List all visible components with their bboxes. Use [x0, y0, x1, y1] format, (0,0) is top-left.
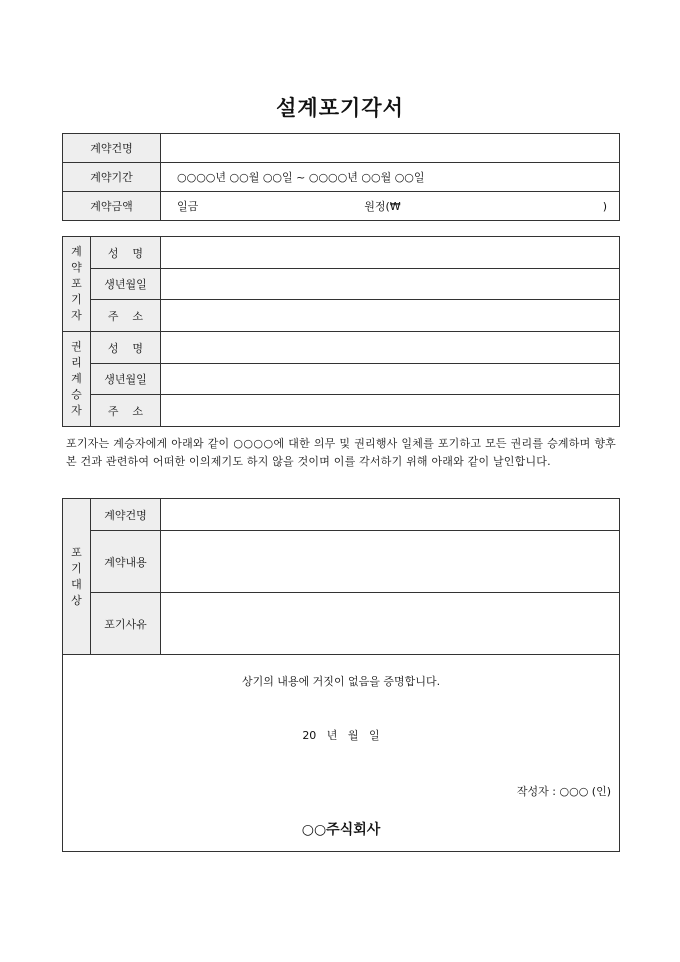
abandoner-birth-label: 생년월일 — [91, 269, 161, 300]
amount-close: ) — [602, 199, 607, 213]
amount-prefix: 일금 — [177, 200, 199, 213]
contract-period-label: 계약기간 — [63, 163, 161, 192]
successor-birth-label: 생년월일 — [91, 364, 161, 395]
contract-name-label: 계약건명 — [63, 134, 161, 163]
abandoner-address-field[interactable] — [161, 300, 620, 332]
abandoner-name-field[interactable] — [161, 237, 620, 269]
abandoner-address-label: 주 소 — [91, 300, 161, 332]
abandoner-birth-field[interactable] — [161, 269, 620, 300]
successor-address-label: 주 소 — [91, 395, 161, 427]
author-line: 작성자 : ○○○ (인) — [516, 785, 611, 798]
abandoner-group-label: 계 약 포 기 자 — [63, 237, 91, 332]
amount-suffix: 원정(₩ — [364, 200, 401, 213]
target-content-field[interactable] — [161, 531, 620, 593]
abandoner-name-label: 성 명 — [91, 237, 161, 269]
successor-name-field[interactable] — [161, 332, 620, 364]
certification-box — [63, 655, 620, 852]
statement-paragraph: 포기자는 계승자에게 아래와 같이 ○○○○에 대한 의무 및 권리행사 일체를 포기하고 모든 권리를 승계하며 향후 본 건과 관련하여 어떠한 이의제기도 하지 않을 것이며 이를 각서하기 위해 아래와 같이 날인합니다. — [66, 437, 616, 468]
parties-table — [62, 236, 620, 427]
target-name-field[interactable] — [161, 499, 620, 531]
successor-group-label: 권 리 계 승 자 — [63, 332, 91, 427]
contract-name-field[interactable] — [161, 134, 620, 163]
contract-info-table — [62, 133, 620, 221]
target-group-label: 포 기 대 상 — [63, 499, 91, 655]
contract-amount-label: 계약금액 — [63, 192, 161, 221]
target-name-label: 계약건명 — [91, 499, 161, 531]
target-reason-label: 포기사유 — [91, 593, 161, 655]
successor-name-label: 성 명 — [91, 332, 161, 364]
certify-text: 상기의 내용에 거짓이 없음을 증명합니다. — [241, 675, 441, 688]
successor-birth-field[interactable] — [161, 364, 620, 395]
document-title: 설계포기각서 — [276, 96, 404, 120]
target-reason-field[interactable] — [161, 593, 620, 655]
target-table — [62, 498, 620, 852]
date-line[interactable]: 20 년 월 일 — [302, 729, 380, 742]
contract-amount-field[interactable] — [161, 192, 620, 221]
target-content-label: 계약내용 — [91, 531, 161, 593]
successor-address-field[interactable] — [161, 395, 620, 427]
company-name: ○○주식회사 — [301, 822, 381, 838]
contract-period-value[interactable]: ○○○○년 ○○월 ○○일 ~ ○○○○년 ○○월 ○○일 — [161, 163, 620, 192]
